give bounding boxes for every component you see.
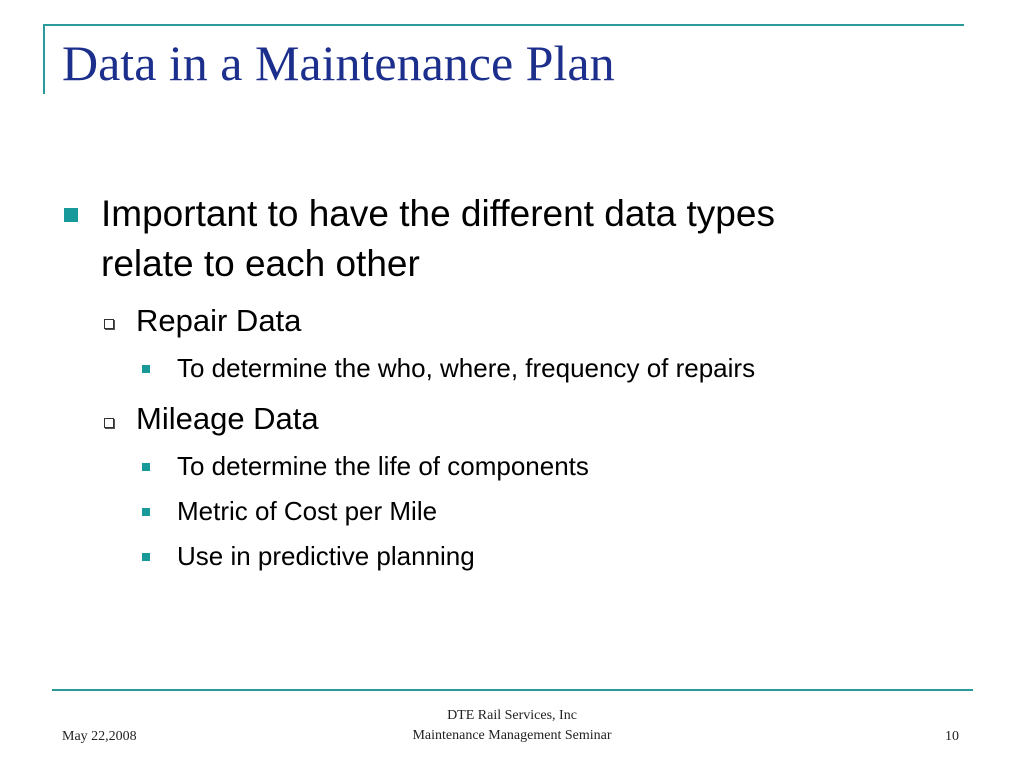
level3-square-bullet-icon [142, 365, 150, 373]
level3-square-bullet-icon [142, 463, 150, 471]
bullet-level3-predictive-planning: Use in predictive planning [177, 541, 475, 571]
slide-title: Data in a Maintenance Plan [62, 35, 615, 91]
footer-event: Maintenance Management Seminar [412, 728, 612, 743]
level1-square-bullet-icon [64, 208, 78, 222]
bullet-level1-line1: Important to have the different data types [101, 193, 775, 234]
bullet-level1-line2: relate to each other [101, 243, 420, 284]
level3-square-bullet-icon [142, 553, 150, 561]
footer-company: DTE Rail Services, Inc [447, 708, 577, 723]
bullet-level3-life-of-components: To determine the life of components [177, 451, 589, 481]
bullet-level3-repair-frequency: To determine the who, where, frequency of repairs [177, 353, 756, 383]
footer-center-block [0, 706, 1024, 746]
bullet-level2-mileage-data: Mileage Data [136, 401, 319, 436]
bullet-level2-repair-data: Repair Data [136, 303, 302, 338]
level2-hollow-square-bullet-icon [104, 418, 114, 428]
bullet-level3-cost-per-mile: Metric of Cost per Mile [177, 496, 438, 526]
level2-hollow-square-bullet-icon [104, 319, 114, 329]
footer-rule [52, 689, 973, 691]
footer-date: May 22,2008 [62, 729, 137, 744]
level3-square-bullet-icon [142, 508, 150, 516]
footer-page-number: 10 [945, 729, 959, 744]
